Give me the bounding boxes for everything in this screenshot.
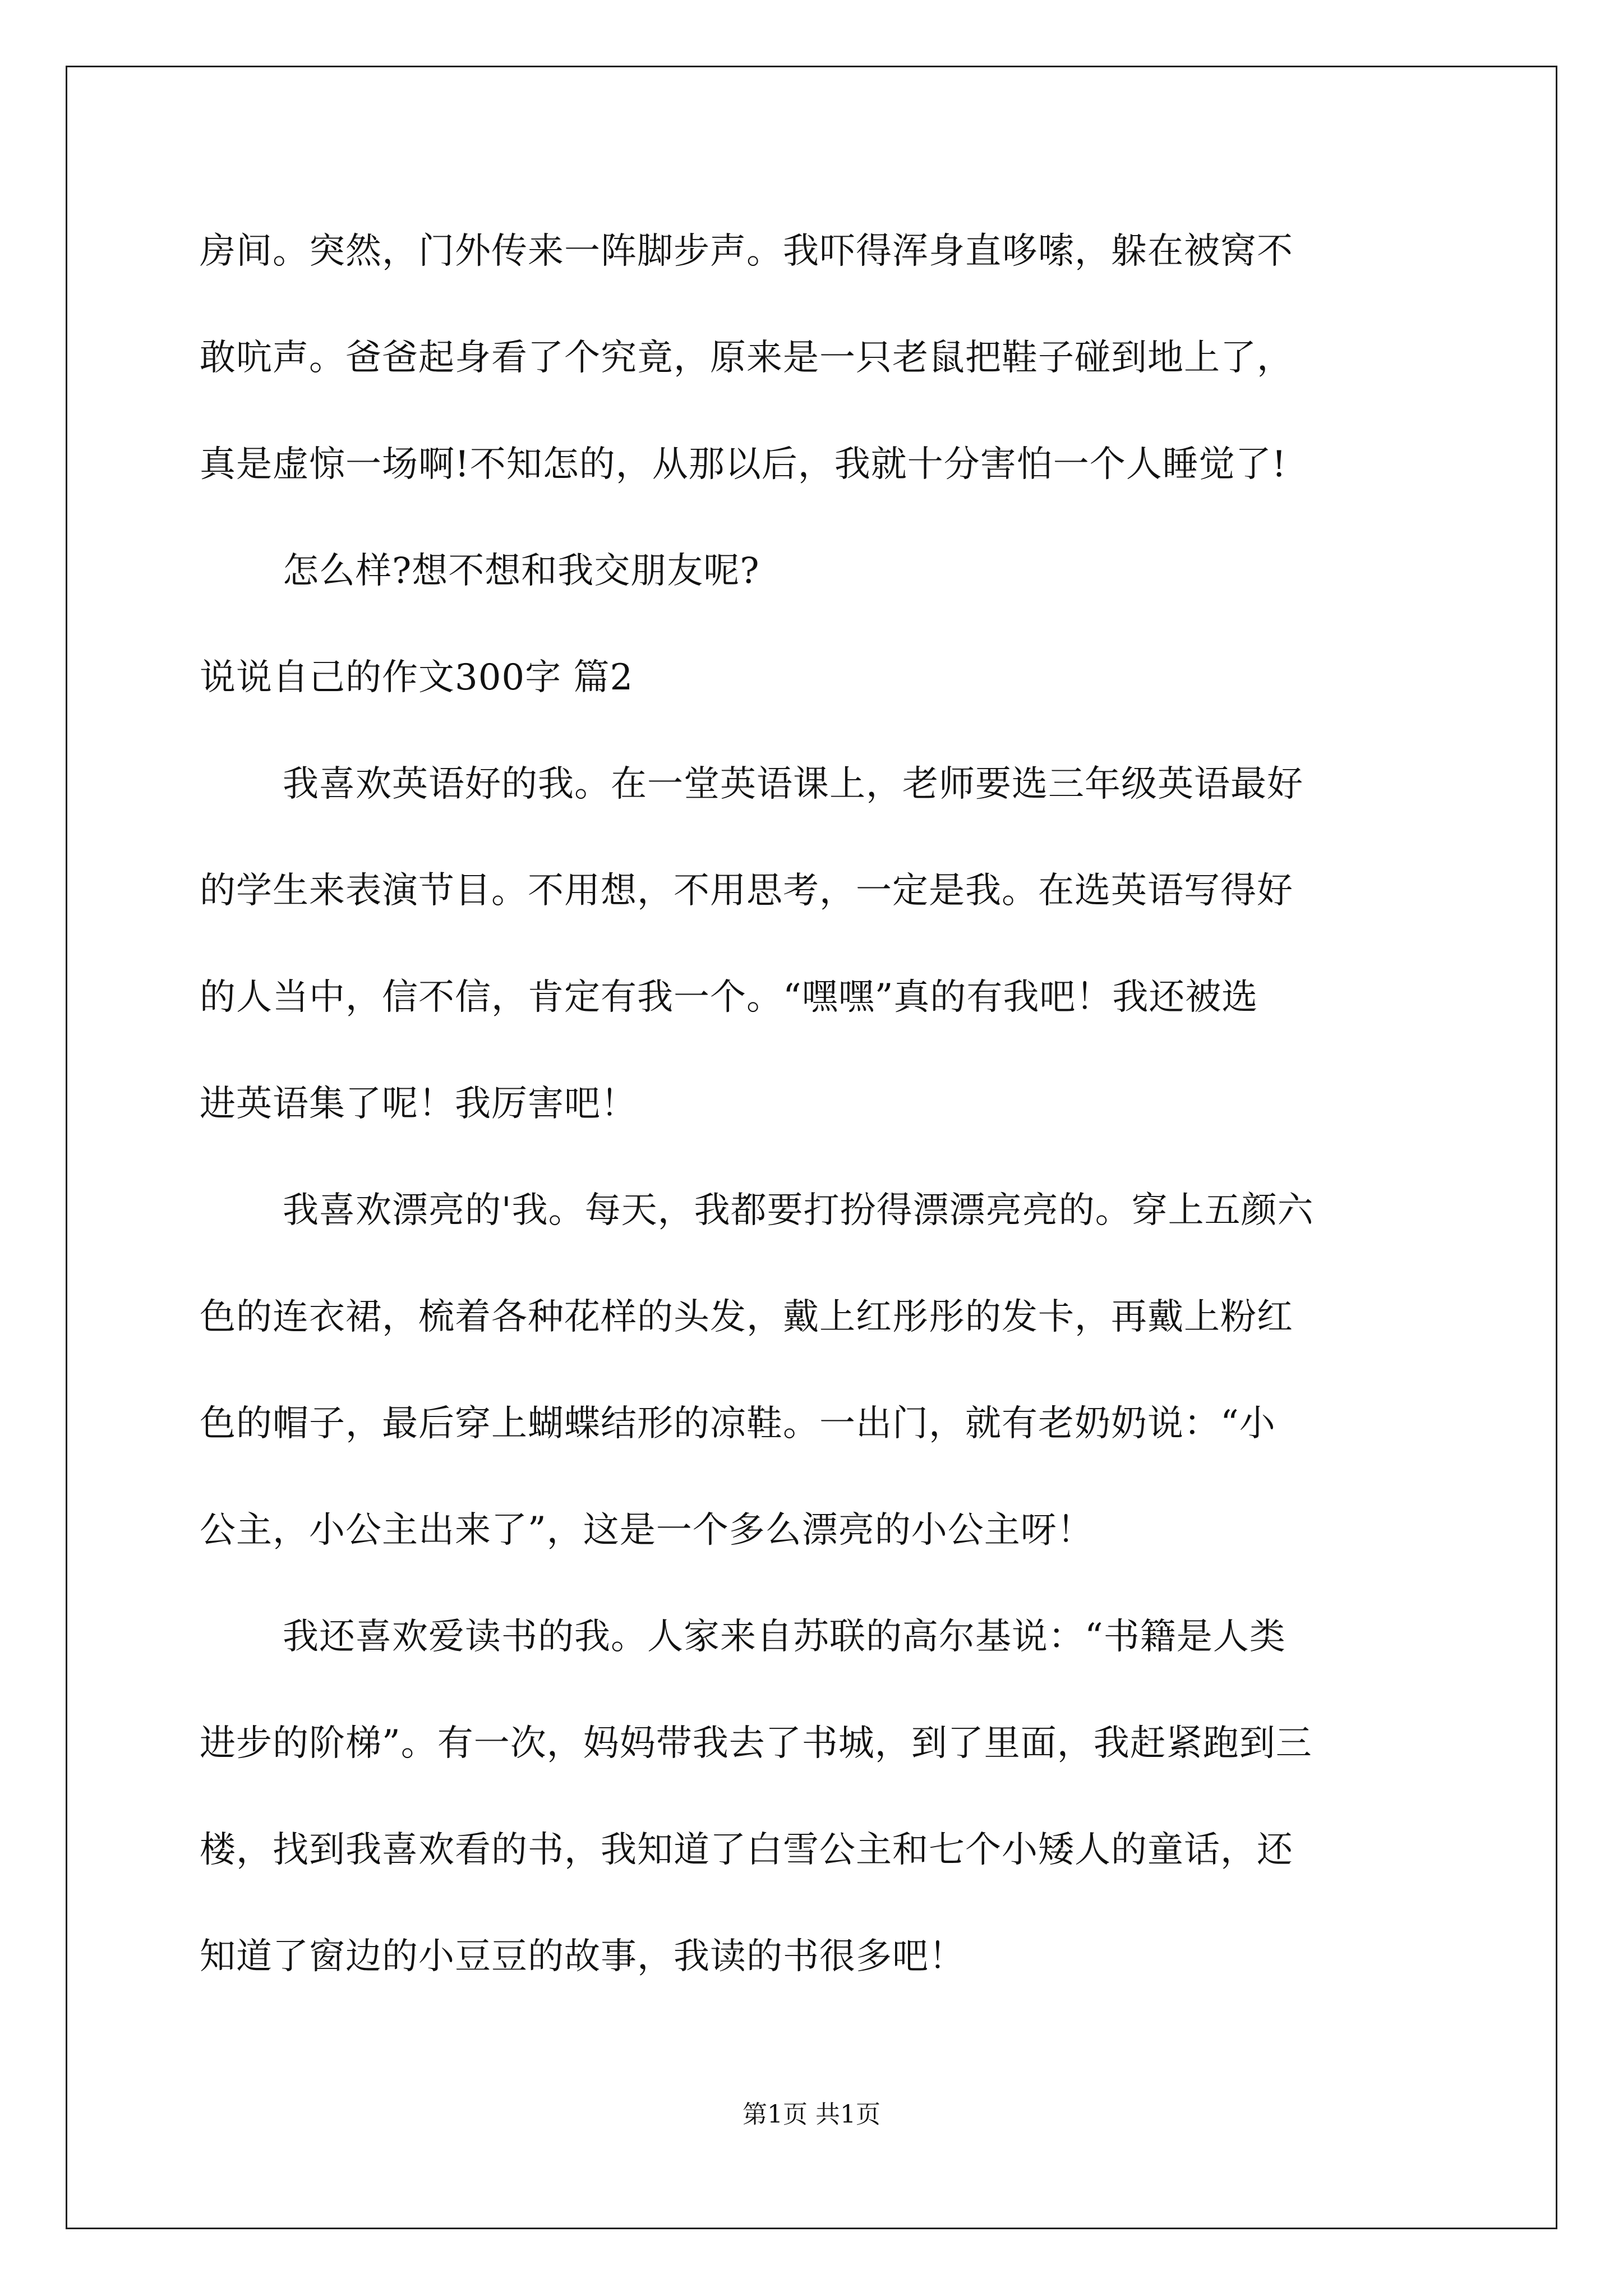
text-line: 房间。突然，门外传来一阵脚步声。我吓得浑身直哆嗦，躲在被窝不 <box>200 231 1293 272</box>
paragraph-line: 我喜欢漂亮的'我。每天，我都要打扮得漂漂亮亮的。穿上五颜六 <box>283 1190 1314 1231</box>
paragraph-line: 我喜欢英语好的我。在一堂英语课上，老师要选三年级英语最好 <box>283 763 1303 805</box>
text-line: 色的连衣裙，梳着各种花样的头发，戴上红彤彤的发卡，再戴上粉红 <box>200 1296 1293 1338</box>
page-number-footer: 第1页 共1页 <box>743 2100 880 2129</box>
text-line: 知道了窗边的小豆豆的故事，我读的书很多吧！ <box>200 1936 965 1977</box>
page-border <box>66 66 1557 2229</box>
paragraph-line: 怎么样?想不想和我交朋友呢? <box>283 550 760 592</box>
text-line: 色的帽子，最后穿上蝴蝶结形的凉鞋。一出门，就有老奶奶说：“小 <box>200 1403 1276 1444</box>
text-line: 敢吭声。爸爸起身看了个究竟，原来是一只老鼠把鞋子碰到地上了， <box>200 337 1293 379</box>
text-line: 公主，小公主出来了”，这是一个多么漂亮的小公主呀！ <box>200 1510 1094 1551</box>
section-heading: 说说自己的作文300字 篇2 <box>200 657 634 698</box>
text-line: 楼，找到我喜欢看的书，我知道了白雪公主和七个小矮人的童话，还 <box>200 1829 1293 1871</box>
text-line: 的学生来表演节目。不用想，不用思考，一定是我。在选英语写得好 <box>200 870 1293 912</box>
text-line: 进步的阶梯”。有一次，妈妈带我去了书城，到了里面，我赶紧跑到三 <box>200 1723 1312 1764</box>
text-line: 进英语集了呢！我厉害吧！ <box>200 1083 637 1125</box>
paragraph-line: 我还喜欢爱读书的我。人家来自苏联的高尔基说：“书籍是人类 <box>283 1616 1286 1658</box>
text-line: 的人当中，信不信，肯定有我一个。“嘿嘿”真的有我吧！我还被选 <box>200 977 1258 1018</box>
text-line: 真是虚惊一场啊!不知怎的，从那以后，我就十分害怕一个人睡觉了! <box>200 444 1287 485</box>
